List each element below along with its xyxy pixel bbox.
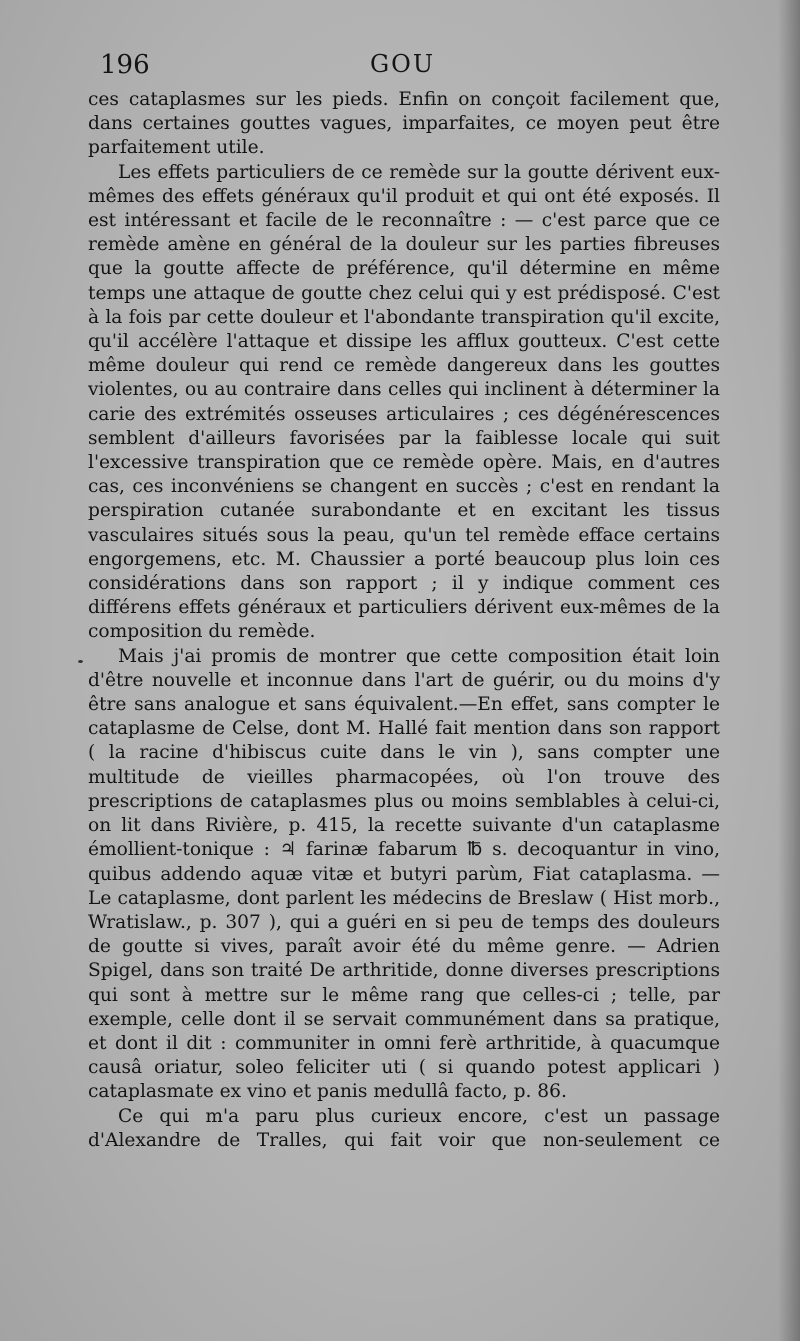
running-head: GOU xyxy=(370,50,436,78)
paragraph-effects: Les effets particuliers de ce remède sur la goutte dérivent eux-mêmes des effets généraux qu'il produit et qui ont été exposés. Il est intéressant et facile de le reconnaître : — c'est parce que ce remède amène en général de la douleur sur les parties fibreuses que la goutte affecte de préférence, qu'il détermine en même temps une attaque de goutte chez celui qui y est prédisposé. C'est à la fois par cette douleur et l'abondante transpiration qu'il excite, qu'il accélère l'attaque et dissipe les afflux goutteux. C'est cette même douleur qui rend ce remède dangereux dans les gouttes violentes, ou au contraire dans celles qui inclinent à déterminer la carie des extrémités osseuses articulaires ; ces dégénérescences semblent d'ailleurs favorisées par la faiblesse locale qui suit l'excessive transpiration que ce remède opère. Mais, en d'autres cas, ces inconvéniens se changent en succès ; c'est en rendant la perspiration cutanée surabondante et en excitant les tissus vasculaires situés sous la peau, qu'un tel remède efface certains engorgemens, etc. M. Chaussier a porté beaucoup plus loin ces considérations dans son rapport ; il y indique comment ces différens effets généraux et particuliers dérivent eux-mêmes de la composition du remède. xyxy=(88,161,720,643)
paragraph-composition: Mais j'ai promis de montrer que cette composition était loin d'être nouvelle et inconnue dans l'art de guérir, ou du moins d'y être sans analogue et sans équivalent.—En effet, sans compter le cataplasme de Celse, dont M. Hallé fait mention dans son rapport ( la racine d'hibiscus cuite dans le vin ), sans compter une multitude de vieilles pharmacopées, où l'on trouve des prescriptions de cataplasmes plus ou moins semblables à celui-ci, on lit dans Rivière, p. 415, la recette suivante d'un cataplasme émollient-tonique : ♃ farinæ fabarum ℔ s. decoquantur in vino, quibus addendo aquæ vitæ et butyri parùm, Fiat cataplasma. — Le cataplasme, dont parlent les médecins de Breslaw ( Hist morb., Wratislaw., p. 307 ), qui a guéri en si peu de temps des douleurs de goutte si vives, paraît avoir été du même genre. — Adrien Spigel, dans son traité De arthritide, donne diverses prescriptions qui sont à mettre sur le même rang que celles-ci ; telle, par exemple, celle dont il se servait communément dans sa pratique, et dont il dit : communiter in omni ferè arthritide, à quacumque causâ oriatur, soleo feliciter uti ( si quando potest applicari ) cataplasmate ex vino et panis medullâ facto, p. 86. xyxy=(88,645,720,1103)
page-number: 196 xyxy=(100,50,150,80)
paragraph-alexandre: Ce qui m'a paru plus curieux encore, c'est un passage d'Alexandre de Tralles, qui fait voir que non-seulement ce xyxy=(88,1105,720,1151)
text-body xyxy=(88,88,720,1153)
page-edge-shadow xyxy=(778,0,800,1341)
ink-speck xyxy=(78,660,83,663)
paragraph-continuation: ces cataplasmes sur les pieds. Enfin on conçoit facilement que, dans certaines gouttes vagues, imparfaites, ce moyen peut être parfaitement utile. xyxy=(88,89,720,159)
page-header xyxy=(100,50,720,84)
